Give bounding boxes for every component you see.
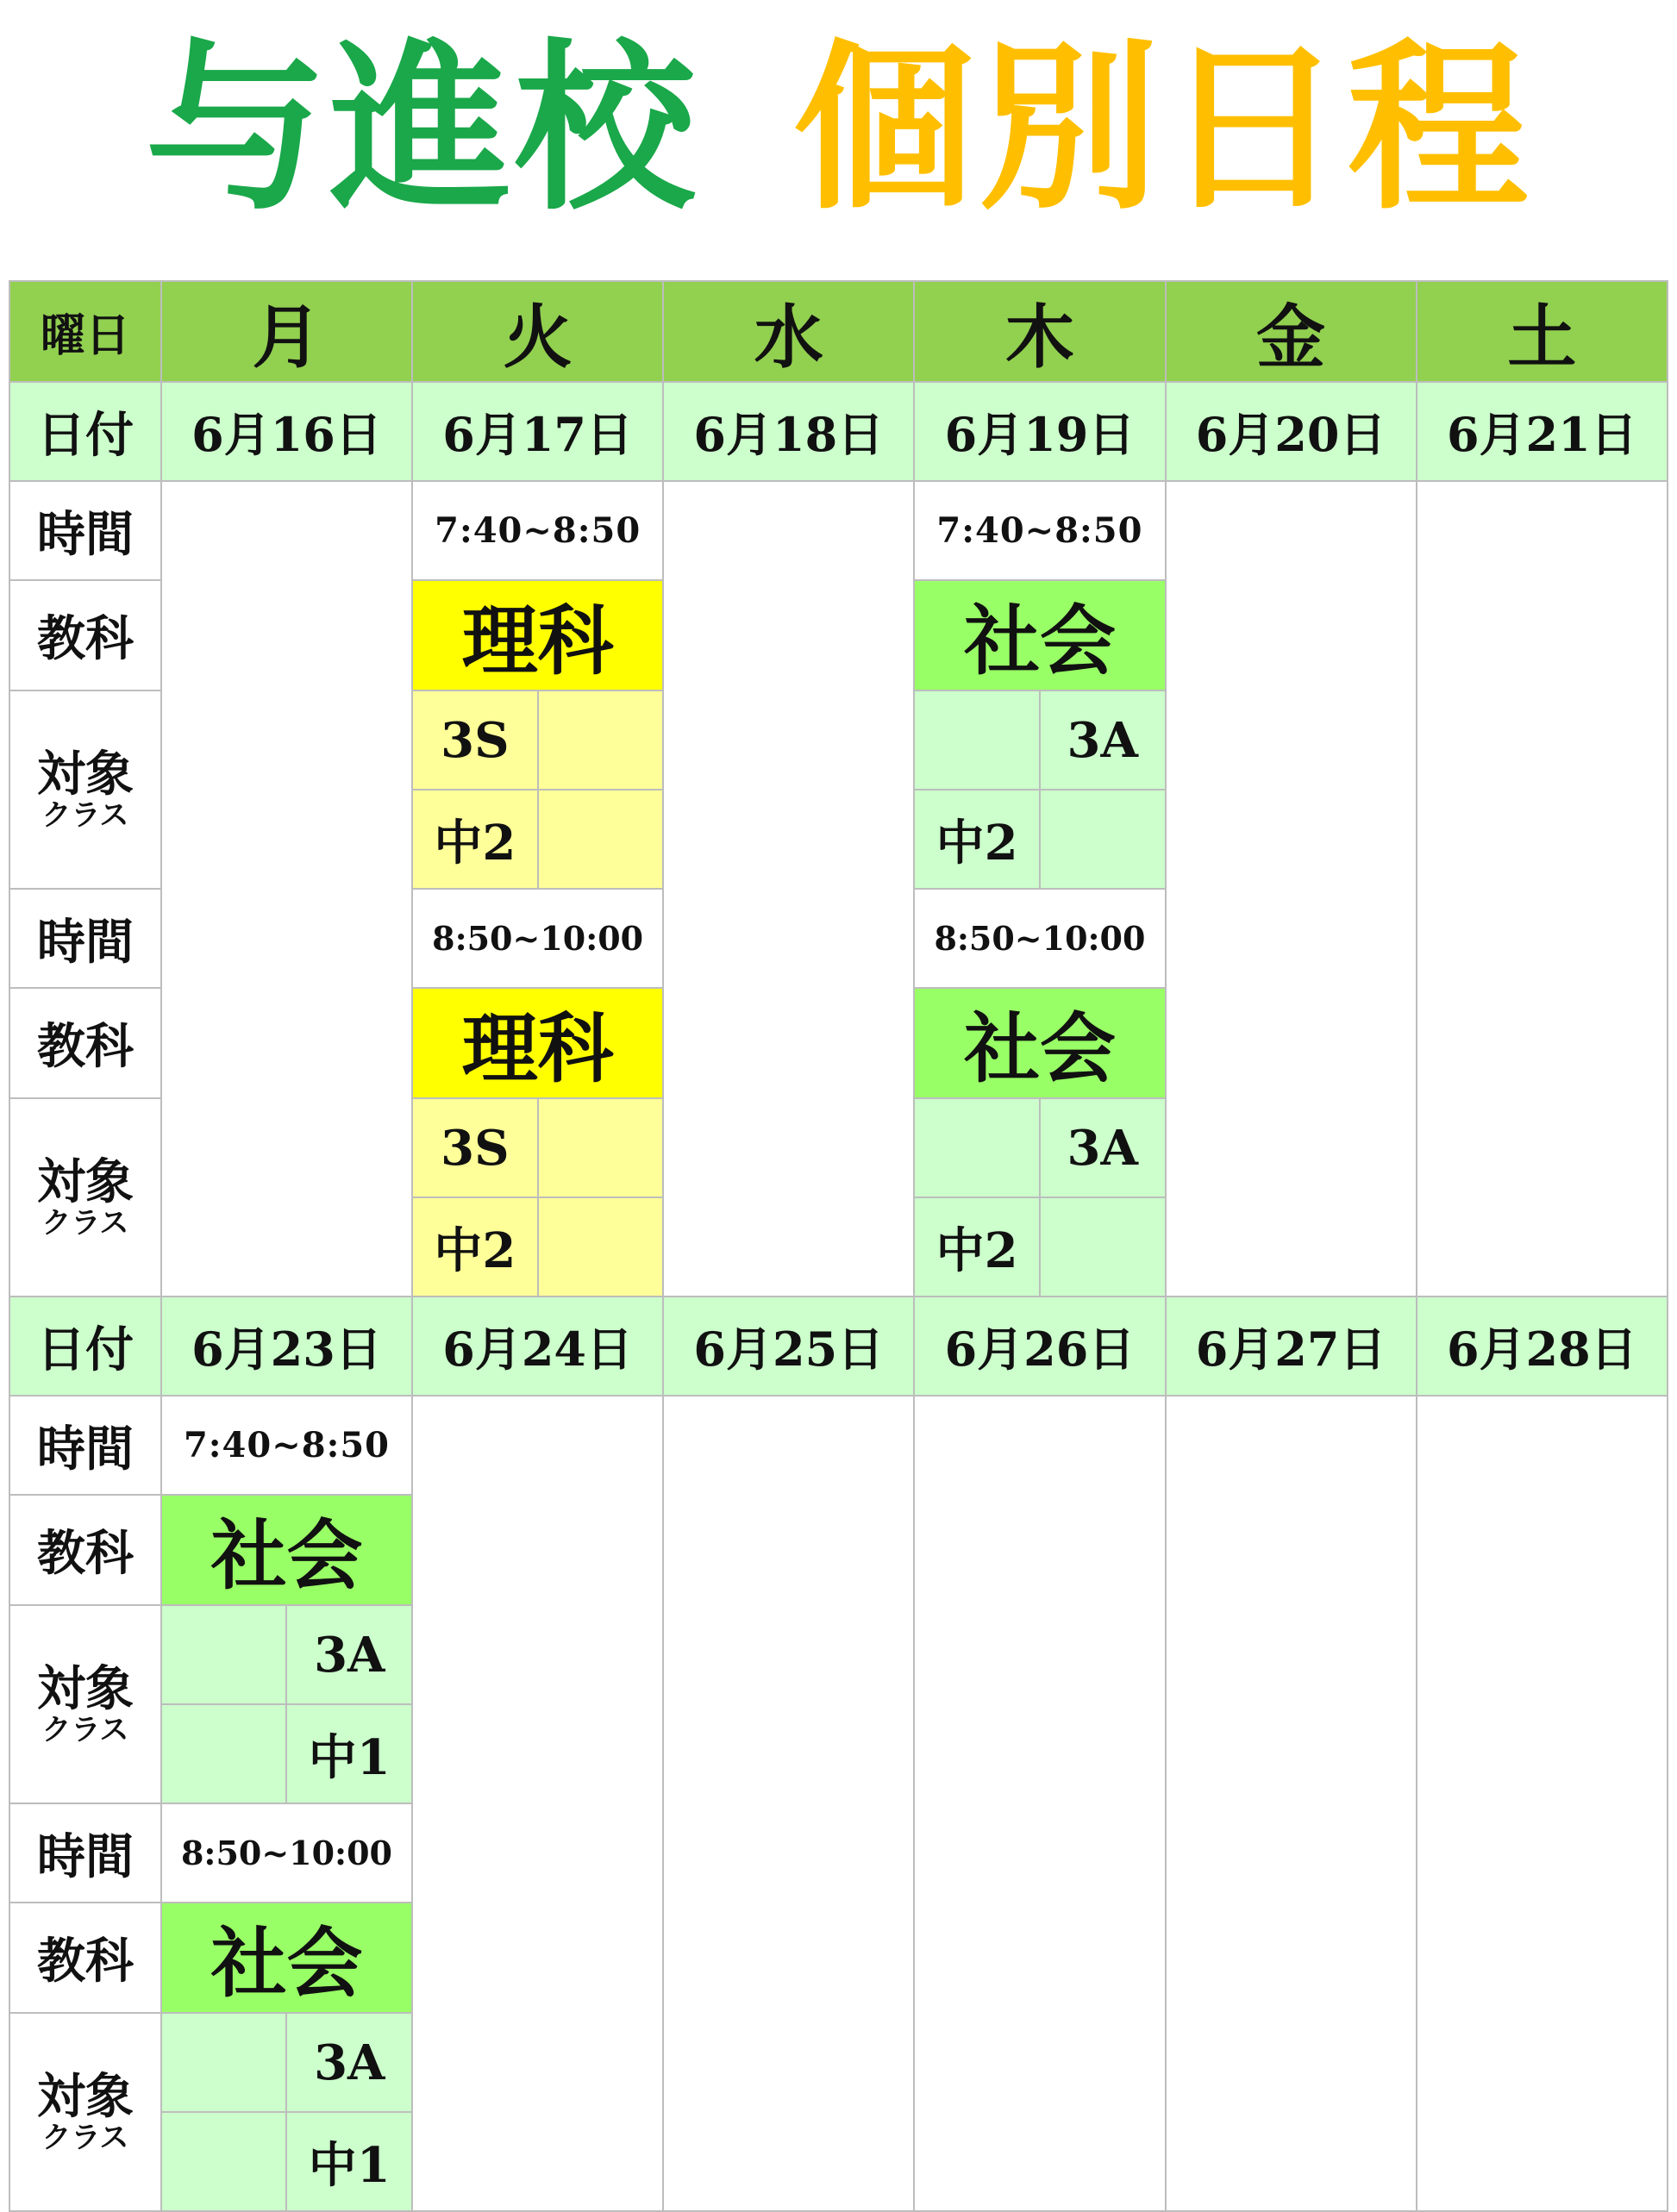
week1-date-tue: 6月17日 (412, 382, 663, 481)
week1-tue-p1-class-a: 3S (412, 690, 538, 790)
target-label-sub: クラス (41, 2121, 129, 2156)
target-class-label (9, 1098, 161, 1297)
week1-tue-p1-class-b-blank (538, 790, 664, 889)
week1-thu-p2-class-b-blank (1040, 1197, 1166, 1297)
week1-thu-p1-class-b-blank (1040, 790, 1166, 889)
week2-mon-p1-class-a-blank (161, 1605, 287, 1704)
week2-date-fri: 6月27日 (1166, 1297, 1417, 1396)
week1-thu-p1-subject: 社会 (914, 580, 1165, 690)
week1-thu-p1-class-a: 3A (1040, 690, 1166, 790)
week1-thu-p1-time: 7:40~8:50 (914, 481, 1165, 580)
target-label-main: 対象 (36, 1153, 134, 1210)
subject-label: 教科 (9, 1495, 161, 1605)
time-label: 時間 (9, 1803, 161, 1903)
target-label-sub: クラス (41, 1713, 129, 1748)
week2-fri-empty (1166, 1396, 1417, 2211)
week1-thu-p2-class-a-blank (914, 1098, 1040, 1197)
subject-label: 教科 (9, 988, 161, 1098)
week2-mon-p2-subject: 社会 (161, 1903, 412, 2013)
week1-tue-p1-subject: 理科 (412, 580, 663, 690)
week2-mon-p1-class-b: 中1 (286, 1704, 412, 1803)
schedule-title: 個別日程 (793, 23, 1532, 234)
schedule-table (9, 280, 1668, 2212)
weekday-fri: 金 (1166, 281, 1417, 382)
week1-thu-p2-class-a: 3A (1040, 1098, 1166, 1197)
week2-mon-p1-class-a: 3A (286, 1605, 412, 1704)
week1-wed-empty (663, 481, 914, 1297)
week2-mon-p1-class-b-blank (161, 1704, 287, 1803)
weekday-thu: 木 (914, 281, 1165, 382)
week1-date-mon: 6月16日 (161, 382, 412, 481)
weekday-mon: 月 (161, 281, 412, 382)
week2-mon-p1-subject: 社会 (161, 1495, 412, 1605)
week2-mon-p2-class-a: 3A (286, 2013, 412, 2112)
target-class-label (9, 1605, 161, 1803)
week1-tue-p2-class-a-blank (538, 1098, 664, 1197)
week2-p1-time-row (9, 1396, 1668, 1495)
target-label-sub: クラス (41, 798, 129, 834)
week1-tue-p1-class-a-blank (538, 690, 664, 790)
weekday-tue: 火 (412, 281, 663, 382)
week1-date-row (9, 382, 1668, 481)
target-label-sub: クラス (41, 1206, 129, 1241)
week2-date-mon: 6月23日 (161, 1297, 412, 1396)
target-label-main: 対象 (36, 1659, 134, 1717)
target-label-main: 対象 (36, 2067, 134, 2125)
time-label: 時間 (9, 1396, 161, 1495)
week1-thu-p2-subject: 社会 (914, 988, 1165, 1098)
week2-date-sat: 6月28日 (1417, 1297, 1668, 1396)
week1-date-fri: 6月20日 (1166, 382, 1417, 481)
week1-date-thu: 6月19日 (914, 382, 1165, 481)
week2-mon-p2-class-b: 中1 (286, 2112, 412, 2211)
week1-mon-empty (161, 481, 412, 1297)
week2-mon-p2-class-a-blank (161, 2013, 287, 2112)
date-label: 日付 (9, 1297, 161, 1396)
week2-wed-empty (663, 1396, 914, 2211)
date-label: 日付 (9, 382, 161, 481)
week1-tue-p1-time: 7:40~8:50 (412, 481, 663, 580)
week1-thu-p1-class-a-blank (914, 690, 1040, 790)
target-class-label (9, 2013, 161, 2211)
subject-label: 教科 (9, 580, 161, 690)
week2-mon-p1-time: 7:40~8:50 (161, 1396, 412, 1495)
week2-date-tue: 6月24日 (412, 1297, 663, 1396)
time-label: 時間 (9, 481, 161, 580)
week1-sat-empty (1417, 481, 1668, 1297)
week1-p1-time-row (9, 481, 1668, 580)
week1-tue-p1-class-b: 中2 (412, 790, 538, 889)
weekday-label: 曜日 (9, 281, 161, 382)
week2-date-wed: 6月25日 (663, 1297, 914, 1396)
week1-tue-p2-class-b: 中2 (412, 1197, 538, 1297)
week1-tue-p2-time: 8:50~10:00 (412, 889, 663, 988)
target-class-label (9, 690, 161, 889)
weekday-sat: 土 (1417, 281, 1668, 382)
week1-tue-p2-class-b-blank (538, 1197, 664, 1297)
weekday-wed: 水 (663, 281, 914, 382)
subject-label: 教科 (9, 1903, 161, 2013)
time-label: 時間 (9, 889, 161, 988)
week2-sat-empty (1417, 1396, 1668, 2211)
week2-mon-p2-time: 8:50~10:00 (161, 1803, 412, 1903)
week1-tue-p2-class-a: 3S (412, 1098, 538, 1197)
weekday-header-row (9, 281, 1668, 382)
week1-date-sat: 6月21日 (1417, 382, 1668, 481)
week1-fri-empty (1166, 481, 1417, 1297)
week1-thu-p2-time: 8:50~10:00 (914, 889, 1165, 988)
week2-mon-p2-class-b-blank (161, 2112, 287, 2211)
target-label-main: 対象 (36, 745, 134, 803)
week2-tue-empty (412, 1396, 663, 2211)
week2-date-row (9, 1297, 1668, 1396)
school-name: 与進校 (145, 23, 699, 234)
week2-thu-empty (914, 1396, 1165, 2211)
week1-date-wed: 6月18日 (663, 382, 914, 481)
week1-thu-p1-class-b: 中2 (914, 790, 1040, 889)
week2-date-thu: 6月26日 (914, 1297, 1165, 1396)
week1-thu-p2-class-b: 中2 (914, 1197, 1040, 1297)
week1-tue-p2-subject: 理科 (412, 988, 663, 1098)
page-title (0, 17, 1677, 241)
